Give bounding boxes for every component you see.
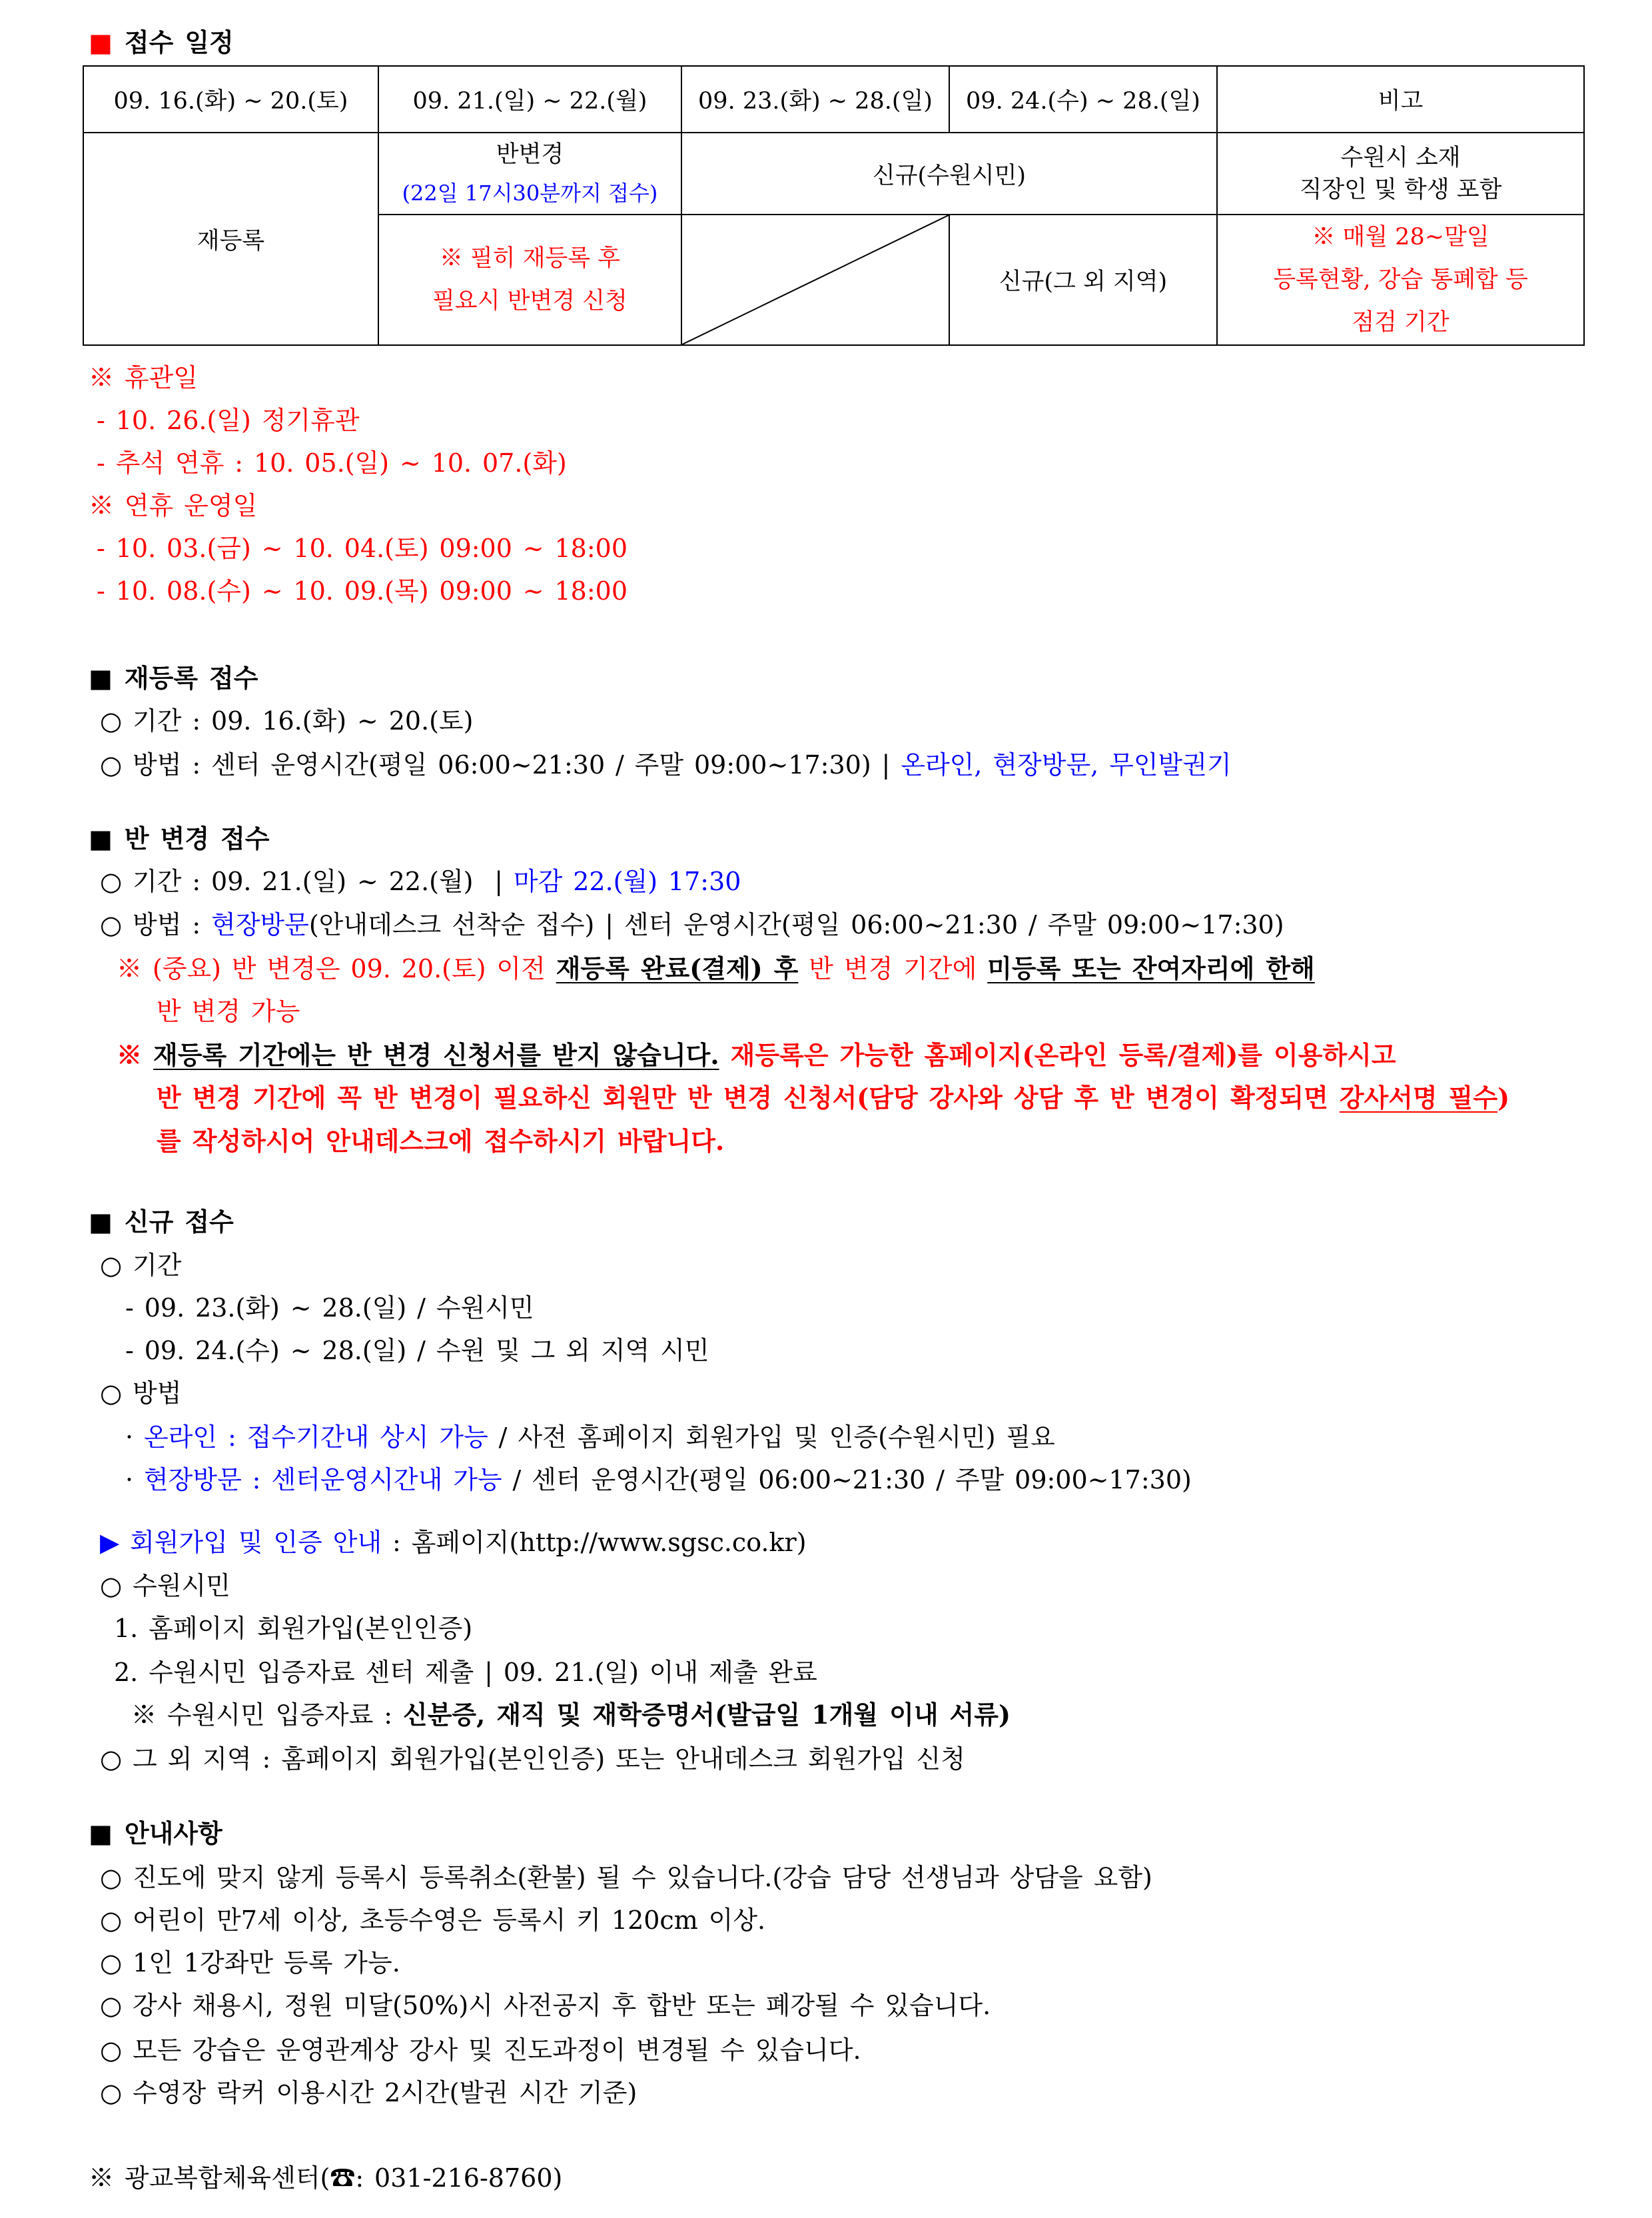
new-registration-heading — [89, 1201, 234, 1243]
reregistration-method — [100, 744, 1232, 786]
cell-empty-diagonal — [681, 215, 949, 345]
new-period-item: - 09. 23.(화) ~ 28.(일) / 수원시민 — [125, 1293, 534, 1323]
class-change-method-visit: 현장방문 — [211, 910, 309, 939]
header-new-suwon-period: 09. 23.(화) ~ 28.(일) — [681, 66, 949, 133]
header-remarks: 비고 — [1217, 66, 1584, 133]
class-change-label: 반변경 — [496, 141, 564, 168]
class-change-heading-title: 반 변경 접수 — [124, 824, 270, 853]
holiday-item: - 10. 26.(일) 정기휴관 — [97, 406, 360, 435]
reregistration-heading — [89, 657, 258, 700]
class-change-deadline: (22일 17시30분까지 접수) — [402, 180, 658, 206]
square-bullet-icon: ■ — [89, 824, 113, 853]
notice-item: ○ 강사 채용시, 정원 미달(50%)시 사전공지 후 합반 또는 폐강될 수 있습니다. — [100, 1991, 991, 2020]
class-change-period — [100, 860, 741, 903]
method-highlight: 온라인 : 접수기간내 상시 가능 — [143, 1422, 488, 1452]
holiday-title: ※ 휴관일 — [89, 363, 199, 392]
schedule-header-row — [83, 66, 1584, 133]
new-method-label: ○ 방법 — [100, 1379, 182, 1408]
method-rest: / 사전 홈페이지 회원가입 및 인증(수원시민) 필요 — [488, 1422, 1055, 1452]
reregistration-period: ○ 기간 : 09. 16.(화) ~ 20.(토) — [100, 706, 474, 736]
notice-underlined: 미등록 또는 잔여자리에 한해 — [987, 953, 1315, 983]
cell-remark-check — [1217, 215, 1584, 345]
class-change-notice-important-cont: 반 변경 가능 — [157, 997, 300, 1026]
schedule-table — [83, 65, 1585, 346]
open-day-item: - 10. 08.(수) ~ 10. 09.(목) 09:00 ~ 18:00 — [97, 576, 628, 606]
other-region: ○ 그 외 지역 : 홈페이지 회원가입(본인인증) 또는 안내데스크 회원가입 신청 — [100, 1744, 965, 1774]
new-method-online — [125, 1416, 1055, 1458]
class-change-note-line: 필요시 반변경 신청 — [432, 288, 627, 314]
cell-new-other: 신규(그 외 지역) — [949, 215, 1217, 345]
remark-check-line: 등록현황, 강습 통폐합 등 — [1273, 267, 1528, 293]
notice-text: ) — [1497, 1083, 1510, 1113]
notices-heading — [89, 1812, 222, 1855]
diagonal-line — [682, 215, 949, 344]
remark-check-line: 점검 기간 — [1352, 309, 1449, 336]
open-day-item: - 10. 03.(금) ~ 10. 04.(토) 09:00 ~ 18:00 — [97, 534, 628, 563]
notice-underlined: 재등록 기간에는 반 변경 신청서를 받지 않습니다. — [153, 1040, 719, 1070]
signup-guide — [100, 1521, 807, 1564]
class-change-notice-important — [117, 947, 1315, 990]
contact-footer: ※ 광교복합체육센터(☎: 031-216-8760) — [89, 2163, 563, 2193]
middle-dot: · — [125, 1422, 144, 1452]
holiday-item: - 추석 연휴 : 10. 05.(일) ~ 10. 07.(화) — [97, 448, 567, 478]
class-change-period-text: ○ 기간 : 09. 21.(일) ~ 22.(월) | — [100, 867, 514, 896]
new-registration-heading-title: 신규 접수 — [124, 1207, 234, 1237]
square-bullet-icon: ■ — [89, 1819, 113, 1848]
class-change-deadline-text: 마감 22.(월) 17:30 — [513, 867, 741, 896]
new-period-label: ○ 기간 — [100, 1251, 182, 1280]
remark-suwon-line: 직장인 및 학생 포함 — [1299, 176, 1502, 203]
schedule-row — [83, 133, 1584, 215]
open-day-title: ※ 연휴 운영일 — [89, 491, 258, 520]
reference-mark: ※ — [117, 1040, 154, 1070]
notice-underlined: 재등록 완료(결제) 후 — [556, 953, 799, 983]
new-method-visit — [125, 1458, 1192, 1501]
proof-note-documents: 신분증, 재직 및 재학증명서(발급일 1개월 이내 서류) — [402, 1700, 1011, 1730]
method-highlight: 현장방문 : 센터운영시간내 가능 — [143, 1465, 502, 1494]
suwon-proof-note — [131, 1694, 1011, 1736]
notice-text: 반 변경 기간에 — [798, 954, 988, 983]
method-rest: / 센터 운영시간(평일 06:00~21:30 / 주말 09:00~17:30) — [502, 1465, 1192, 1494]
square-bullet-icon: ■ — [89, 28, 113, 57]
notice-item: ○ 어린이 만7세 이상, 초등수영은 등록시 키 120cm 이상. — [100, 1906, 766, 1935]
class-change-notice-form-cont: 를 작성하시어 안내데스크에 접수하시기 바랍니다. — [157, 1126, 725, 1156]
notice-text: 재등록은 가능한 홈페이지(온라인 등록/결제)를 이용하시고 — [719, 1040, 1396, 1070]
remark-suwon-line: 수원시 소재 — [1340, 144, 1461, 171]
cell-reregister: 재등록 — [83, 133, 378, 345]
proof-note-prefix: ※ 수원시민 입증자료 : — [131, 1700, 403, 1730]
class-change-note-line: ※ 필히 재등록 후 — [439, 245, 621, 272]
class-change-method — [100, 903, 1284, 946]
class-change-notice-form-cont — [157, 1077, 1509, 1119]
notice-item: ○ 모든 강습은 운영관계상 강사 및 진도과정이 변경될 수 있습니다. — [100, 2035, 861, 2065]
header-new-other-period: 09. 24.(수) ~ 28.(일) — [949, 66, 1217, 133]
cell-remark-suwon — [1217, 133, 1584, 215]
class-change-method-rest: (안내데스크 선착순 접수) | 센터 운영시간(평일 06:00~21:30 / 주말 09:00~17:30) — [308, 910, 1284, 939]
cell-new-suwon: 신규(수원시민) — [681, 133, 1217, 215]
cell-class-change-note — [378, 215, 681, 345]
new-period-item: - 09. 24.(수) ~ 28.(일) / 수원 및 그 외 지역 시민 — [125, 1336, 709, 1365]
cell-class-change — [378, 133, 681, 215]
suwon-step: 1. 홈페이지 회원가입(본인인증) — [114, 1614, 473, 1643]
reregistration-heading-title: 재등록 접수 — [124, 664, 258, 693]
reregistration-method-text: ○ 방법 : 센터 운영시간(평일 06:00~21:30 / 주말 09:00~17:30) | — [100, 750, 901, 780]
schedule-heading — [89, 21, 234, 64]
schedule-heading-title: 접수 일정 — [124, 28, 234, 57]
header-class-change-period: 09. 21.(일) ~ 22.(월) — [378, 66, 681, 133]
remark-check-line: ※ 매월 28~말일 — [1312, 224, 1489, 251]
notice-underlined: 강사서명 필수 — [1339, 1083, 1498, 1113]
notice-text: ※ (중요) 반 변경은 09. 20.(토) 이전 — [117, 954, 556, 983]
class-change-method-prefix: ○ 방법 : — [100, 910, 212, 939]
notices-heading-title: 안내사항 — [124, 1819, 222, 1848]
header-reregister-period: 09. 16.(화) ~ 20.(토) — [83, 66, 378, 133]
reregistration-channels: 온라인, 현장방문, 무인발권기 — [901, 750, 1232, 780]
suwon-label: ○ 수원시민 — [100, 1571, 230, 1600]
class-change-notice-form — [117, 1034, 1396, 1077]
suwon-step: 2. 수원시민 입증자료 센터 제출 | 09. 21.(일) 이내 제출 완료 — [114, 1658, 817, 1687]
middle-dot: · — [125, 1465, 144, 1494]
notice-item: ○ 1인 1강좌만 등록 가능. — [100, 1948, 400, 1977]
class-change-heading — [89, 818, 270, 860]
notice-item: ○ 수영장 락커 이용시간 2시간(발권 시간 기준) — [100, 2078, 637, 2107]
signup-guide-highlight: ▶ 회원가입 및 인증 안내 — [100, 1528, 382, 1557]
notice-item: ○ 진도에 맞지 않게 등록시 등록취소(환불) 될 수 있습니다.(강습 담당 선생님과 상담을 요함) — [100, 1863, 1152, 1892]
square-bullet-icon: ■ — [89, 1207, 113, 1237]
signup-guide-homepage: : 홈페이지(http://www.sgsc.co.kr) — [382, 1528, 807, 1557]
notice-text: 반 변경 기간에 꼭 반 변경이 필요하신 회원만 반 변경 신청서(담당 강사와 상담 후 반 변경이 확정되면 — [157, 1083, 1340, 1113]
square-bullet-icon: ■ — [89, 664, 113, 693]
